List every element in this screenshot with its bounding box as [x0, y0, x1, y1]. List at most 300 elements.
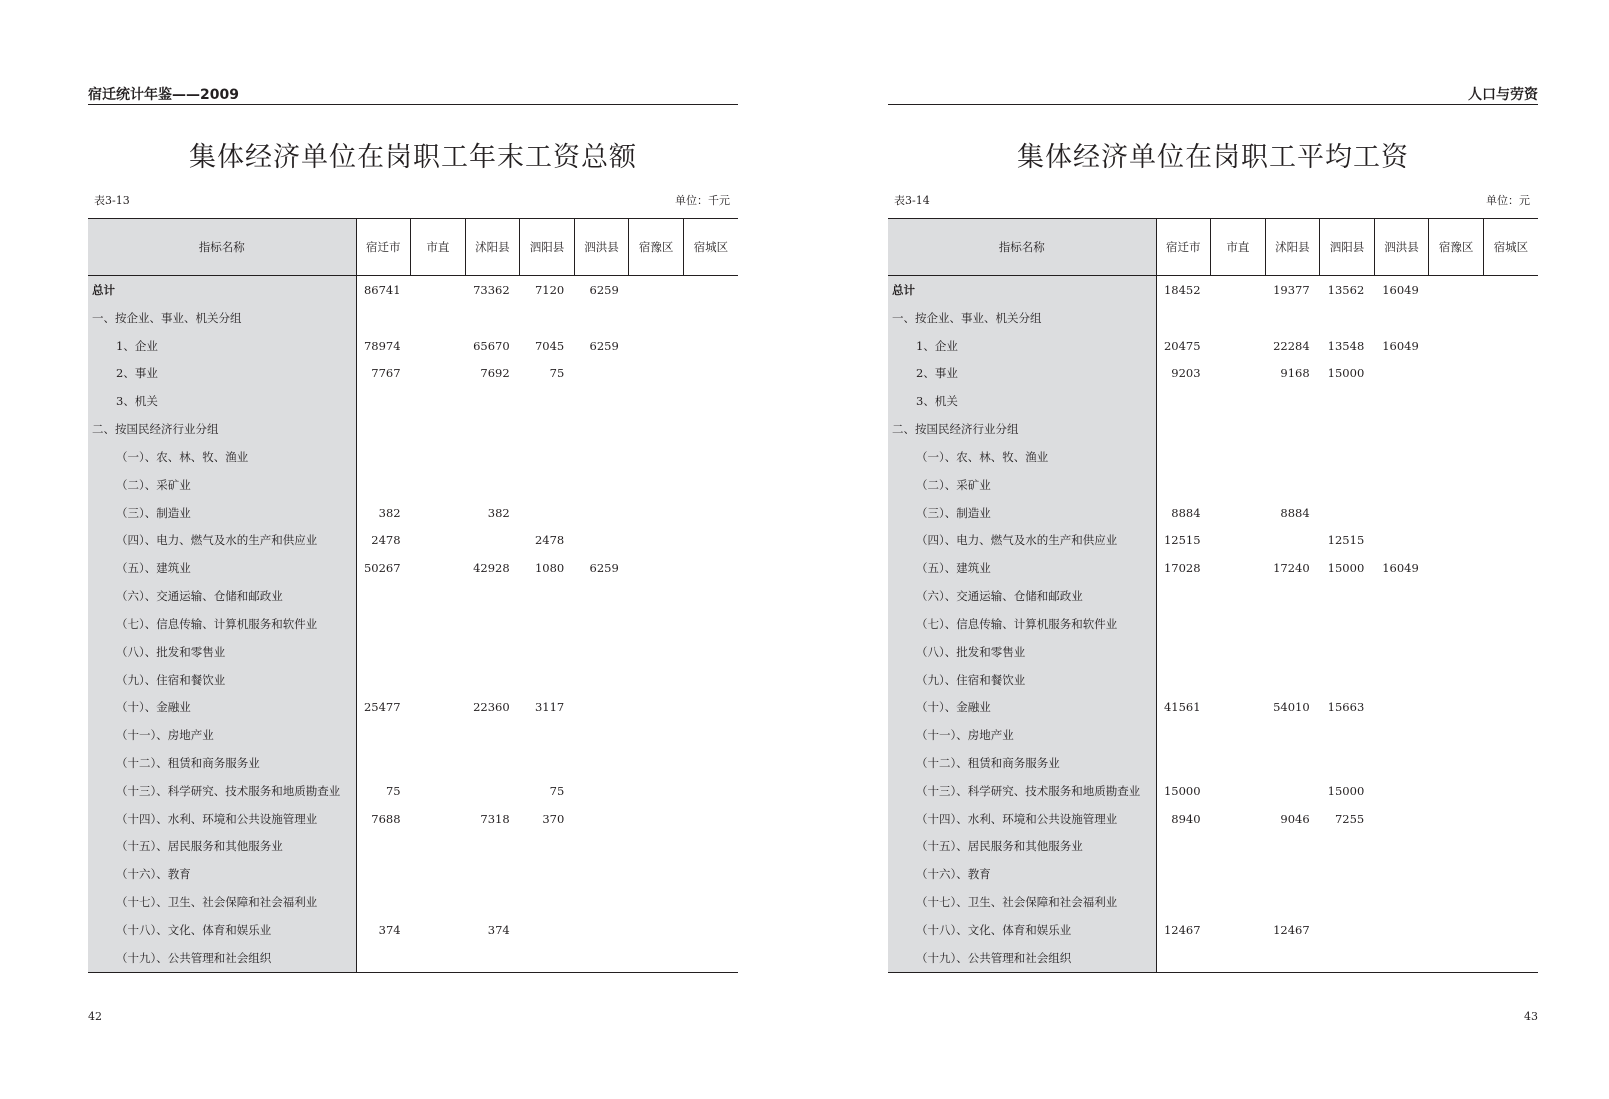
table-cell [683, 582, 738, 610]
table-cell [1483, 415, 1538, 443]
column-header: 泗洪县 [574, 219, 629, 276]
table-cell [1374, 443, 1429, 471]
table-cell [1320, 582, 1375, 610]
table-cell [1320, 944, 1375, 972]
table-row [88, 860, 738, 888]
header-row [88, 219, 738, 276]
table-cell [356, 304, 411, 332]
table-cell [1211, 610, 1266, 638]
table-cell [1483, 638, 1538, 666]
table-cell [356, 610, 411, 638]
table-cell: 9168 [1280, 366, 1310, 381]
table-cell [356, 387, 411, 415]
table-cell [1156, 610, 1211, 638]
row-label: 总计 [88, 276, 356, 304]
table-cell [629, 833, 684, 861]
table-cell [1483, 833, 1538, 861]
table-cell [1429, 471, 1484, 499]
column-header: 宿迁市 [356, 219, 411, 276]
table-cell [1483, 888, 1538, 916]
table-cell [1429, 749, 1484, 777]
table-cell [1211, 526, 1266, 554]
table-cell [1374, 721, 1429, 749]
table-cell [629, 693, 684, 721]
table-cell: 12515 [1163, 533, 1201, 548]
table-cell [683, 888, 738, 916]
table-cell [1320, 443, 1375, 471]
table-cell [629, 944, 684, 972]
row-label: （十三）、科学研究、技术服务和地质勘查业 [88, 777, 356, 805]
table-cell [683, 387, 738, 415]
table-row [88, 359, 738, 387]
table-cell [411, 833, 466, 861]
table-cell: 22360 [473, 700, 510, 715]
right-page [888, 0, 1538, 1099]
table-cell [411, 471, 466, 499]
table-cell [629, 499, 684, 527]
table-cell: 3117 [534, 700, 565, 715]
table-cell [1429, 499, 1484, 527]
column-header: 泗阳县 [1320, 219, 1375, 276]
table-row [888, 666, 1538, 694]
table-cell [629, 387, 684, 415]
table-cell [1320, 499, 1375, 527]
table-cell [411, 888, 466, 916]
table-row [88, 582, 738, 610]
table-meta [888, 193, 1538, 209]
table-cell [1156, 888, 1211, 916]
table-cell [1483, 721, 1538, 749]
table-cell [1429, 610, 1484, 638]
table-cell [1429, 415, 1484, 443]
table-code: 表3-14 [894, 194, 930, 207]
page-number: 43 [1524, 1010, 1538, 1023]
row-label: （十三）、科学研究、技术服务和地质勘查业 [888, 777, 1156, 805]
table-cell: 370 [542, 811, 565, 826]
column-header: 宿城区 [1483, 219, 1538, 276]
row-label: 1、企业 [88, 332, 356, 360]
table-cell [520, 916, 575, 944]
table-cell [574, 359, 629, 387]
table-cell [629, 749, 684, 777]
table-cell [629, 860, 684, 888]
table-cell [1374, 944, 1429, 972]
table-cell [629, 805, 684, 833]
row-label: （六）、交通运输、仓储和邮政业 [88, 582, 356, 610]
table-cell [1156, 721, 1211, 749]
table-cell: 9046 [1280, 811, 1310, 826]
table-row [888, 554, 1538, 582]
table-cell [683, 860, 738, 888]
column-header: 泗阳县 [520, 219, 575, 276]
table-cell: 18452 [1163, 282, 1201, 297]
table-cell [1211, 304, 1266, 332]
table-cell [1211, 554, 1266, 582]
table-cell [1211, 944, 1266, 972]
table-row [888, 499, 1538, 527]
table-row [88, 332, 738, 360]
table-cell: 7692 [480, 366, 510, 381]
table-cell [683, 638, 738, 666]
table-cell: 75 [385, 783, 401, 798]
table-cell [1483, 359, 1538, 387]
table-cell [1156, 415, 1211, 443]
table-cell [683, 944, 738, 972]
table-cell [1483, 499, 1538, 527]
table-cell [1429, 693, 1484, 721]
table-row [88, 638, 738, 666]
table-row [888, 582, 1538, 610]
table-row [88, 387, 738, 415]
table-cell: 374 [487, 922, 510, 937]
column-header: 市直 [1211, 219, 1266, 276]
table-cell [356, 471, 411, 499]
table-row [88, 554, 738, 582]
row-label: （十一）、房地产业 [888, 721, 1156, 749]
row-label: （十七）、卫生、社会保障和社会福利业 [888, 888, 1156, 916]
row-label: （四）、电力、燃气及水的生产和供应业 [888, 526, 1156, 554]
table-cell [1320, 860, 1375, 888]
table-cell [574, 304, 629, 332]
table-cell [1483, 777, 1538, 805]
table-cell [465, 749, 520, 777]
table-cell [1429, 359, 1484, 387]
table-cell: 382 [378, 505, 401, 520]
table-cell: 65670 [473, 338, 510, 353]
table-cell [520, 833, 575, 861]
table-cell [683, 749, 738, 777]
row-label: 1、企业 [888, 332, 1156, 360]
table-cell [520, 443, 575, 471]
row-label: 二、按国民经济行业分组 [888, 415, 1156, 443]
table-cell [1429, 554, 1484, 582]
table-cell [520, 499, 575, 527]
running-head: 人口与劳资 [888, 86, 1538, 105]
table-row [888, 833, 1538, 861]
table-cell: 12467 [1273, 922, 1310, 937]
table-cell [574, 499, 629, 527]
table-cell: 86741 [363, 282, 401, 297]
row-label: 2、事业 [88, 359, 356, 387]
table-cell [356, 582, 411, 610]
table-cell [411, 415, 466, 443]
table-cell [1211, 499, 1266, 527]
table-cell [1429, 276, 1484, 304]
table-cell [1374, 805, 1429, 833]
table-cell [1211, 582, 1266, 610]
table-row [888, 721, 1538, 749]
table-cell [1265, 415, 1320, 443]
table-cell [574, 833, 629, 861]
table-cell [1320, 749, 1375, 777]
table-cell [1211, 833, 1266, 861]
row-label: （四）、电力、燃气及水的生产和供应业 [88, 526, 356, 554]
table-cell [411, 332, 466, 360]
table-cell: 6259 [589, 282, 619, 297]
table-cell [1211, 276, 1266, 304]
table-cell [465, 471, 520, 499]
table-cell: 7767 [371, 366, 401, 381]
table-cell [574, 387, 629, 415]
table-cell [1374, 888, 1429, 916]
header-row [888, 219, 1538, 276]
table-cell [1374, 916, 1429, 944]
table-cell [1374, 582, 1429, 610]
table-cell: 7045 [534, 338, 565, 353]
table-row [88, 443, 738, 471]
table-cell [1483, 332, 1538, 360]
table-cell [629, 415, 684, 443]
table-cell [1265, 666, 1320, 694]
table-cell: 2478 [371, 533, 401, 548]
table-unit: 单位：千元 [675, 194, 730, 207]
row-label: 2、事业 [888, 359, 1156, 387]
table-cell [1483, 805, 1538, 833]
table-row [88, 944, 738, 972]
table-cell: 54010 [1273, 700, 1310, 715]
table-cell [1483, 916, 1538, 944]
table-cell [520, 749, 575, 777]
table-cell [1156, 833, 1211, 861]
table-cell [465, 304, 520, 332]
table-cell [1211, 666, 1266, 694]
table-cell [574, 888, 629, 916]
table-cell: 50267 [363, 561, 401, 576]
row-label: （五）、建筑业 [888, 554, 1156, 582]
row-label: （九）、住宿和餐饮业 [88, 666, 356, 694]
table-cell [1374, 777, 1429, 805]
row-label: （五）、建筑业 [88, 554, 356, 582]
table-cell [574, 944, 629, 972]
table-row [88, 276, 738, 304]
table-cell [1429, 833, 1484, 861]
column-header: 指标名称 [88, 219, 356, 276]
row-label: （十六）、教育 [888, 860, 1156, 888]
table-cell [683, 443, 738, 471]
table-cell [1265, 471, 1320, 499]
table-cell [1211, 638, 1266, 666]
table-row [88, 610, 738, 638]
table-cell [1211, 415, 1266, 443]
table-cell: 75 [549, 366, 565, 381]
table-cell [520, 721, 575, 749]
table-row [88, 693, 738, 721]
table-cell [683, 916, 738, 944]
table-cell [520, 582, 575, 610]
table-cell: 382 [487, 505, 510, 520]
page-number: 42 [88, 1010, 102, 1023]
table-cell: 15000 [1163, 783, 1201, 798]
column-header: 宿城区 [683, 219, 738, 276]
table-cell [1320, 721, 1375, 749]
column-header: 宿迁市 [1156, 219, 1211, 276]
table-cell [520, 415, 575, 443]
table-cell [1211, 332, 1266, 360]
table-cell [1429, 526, 1484, 554]
table-cell [356, 415, 411, 443]
table-cell [1156, 666, 1211, 694]
table-cell [683, 666, 738, 694]
table-cell [683, 415, 738, 443]
table-cell [629, 610, 684, 638]
table-cell [411, 582, 466, 610]
row-label: （一）、农、林、牧、渔业 [888, 443, 1156, 471]
row-label: （八）、批发和零售业 [888, 638, 1156, 666]
table-cell [356, 833, 411, 861]
table-cell [1483, 276, 1538, 304]
table-cell: 7120 [534, 282, 565, 297]
table-cell [356, 443, 411, 471]
table-cell [411, 666, 466, 694]
table-cell [683, 499, 738, 527]
table-cell: 13562 [1327, 282, 1365, 297]
table-cell [683, 554, 738, 582]
table-cell [1483, 610, 1538, 638]
table-cell: 78974 [363, 338, 401, 353]
table-cell: 2478 [534, 533, 565, 548]
table-row [888, 276, 1538, 304]
table-cell [1429, 582, 1484, 610]
table-row [888, 749, 1538, 777]
row-label: （二）、采矿业 [888, 471, 1156, 499]
table-cell [1483, 443, 1538, 471]
row-label: 总计 [888, 276, 1156, 304]
row-label: （十七）、卫生、社会保障和社会福利业 [88, 888, 356, 916]
table-cell [465, 415, 520, 443]
table-cell [683, 610, 738, 638]
table-cell [1211, 387, 1266, 415]
table-cell [411, 749, 466, 777]
table-cell [629, 332, 684, 360]
table-cell [1265, 833, 1320, 861]
table-cell [1156, 387, 1211, 415]
table-cell [465, 638, 520, 666]
table-cell [411, 638, 466, 666]
data-table [888, 218, 1538, 973]
table-cell [1483, 944, 1538, 972]
table-cell [1374, 415, 1429, 443]
table-cell: 374 [378, 922, 401, 937]
table-cell [1429, 638, 1484, 666]
table-cell [574, 443, 629, 471]
table-cell [683, 276, 738, 304]
table-cell [574, 415, 629, 443]
table-cell [520, 888, 575, 916]
table-meta [88, 193, 738, 209]
table-cell [629, 276, 684, 304]
table-row [88, 666, 738, 694]
table-cell [1265, 777, 1320, 805]
table-row [888, 443, 1538, 471]
table-cell: 7318 [480, 811, 510, 826]
table-cell: 17240 [1273, 561, 1310, 576]
table-row [888, 387, 1538, 415]
table-row [88, 415, 738, 443]
table-cell [574, 610, 629, 638]
table-row [888, 359, 1538, 387]
table-cell [629, 777, 684, 805]
row-label: （十一）、房地产业 [88, 721, 356, 749]
table-cell: 9203 [1171, 366, 1201, 381]
table-cell [1211, 721, 1266, 749]
table-cell [520, 304, 575, 332]
table-cell [683, 833, 738, 861]
table-cell [1429, 443, 1484, 471]
table-cell [629, 916, 684, 944]
table-cell [1265, 749, 1320, 777]
row-label: （十五）、居民服务和其他服务业 [88, 833, 356, 861]
table-cell [1374, 304, 1429, 332]
table-unit: 单位：元 [1486, 194, 1530, 207]
table-row [88, 721, 738, 749]
row-label: 一、按企业、事业、机关分组 [88, 304, 356, 332]
table-cell [411, 944, 466, 972]
row-label: （八）、批发和零售业 [88, 638, 356, 666]
table-row [888, 526, 1538, 554]
row-label: （七）、信息传输、计算机服务和软件业 [888, 610, 1156, 638]
table-cell [1320, 415, 1375, 443]
table-cell [520, 387, 575, 415]
table-cell [356, 888, 411, 916]
column-header: 宿豫区 [1429, 219, 1484, 276]
column-header: 泗洪县 [1374, 219, 1429, 276]
row-label: （十八）、文化、体育和娱乐业 [888, 916, 1156, 944]
table-cell [465, 387, 520, 415]
table-cell [465, 777, 520, 805]
column-header: 沭阳县 [1265, 219, 1320, 276]
table-cell [1374, 693, 1429, 721]
table-cell [1265, 944, 1320, 972]
table-cell [411, 359, 466, 387]
column-header: 指标名称 [888, 219, 1156, 276]
table-cell [465, 833, 520, 861]
table-cell [1211, 916, 1266, 944]
table-cell: 15000 [1327, 783, 1365, 798]
row-label: （七）、信息传输、计算机服务和软件业 [88, 610, 356, 638]
table-cell [1483, 693, 1538, 721]
table-title: 集体经济单位在岗职工平均工资 [1017, 142, 1409, 173]
table-cell [1320, 304, 1375, 332]
table-row [888, 304, 1538, 332]
table-row [888, 916, 1538, 944]
table-cell [465, 526, 520, 554]
table-cell [1211, 888, 1266, 916]
table-cell [1483, 666, 1538, 694]
row-label: （十二）、租赁和商务服务业 [888, 749, 1156, 777]
table-row [888, 638, 1538, 666]
table-cell [1265, 526, 1320, 554]
table-row [88, 749, 738, 777]
table-cell [1156, 944, 1211, 972]
table-cell [1265, 582, 1320, 610]
table-cell: 73362 [473, 282, 510, 297]
table-cell [1320, 471, 1375, 499]
table-cell [629, 526, 684, 554]
row-label: （十四）、水利、环境和公共设施管理业 [888, 805, 1156, 833]
row-label: （十）、金融业 [88, 693, 356, 721]
table-cell [1429, 888, 1484, 916]
table-cell [1374, 638, 1429, 666]
table-cell: 17028 [1163, 561, 1201, 576]
table-cell [1320, 916, 1375, 944]
table-cell [356, 860, 411, 888]
table-cell [574, 471, 629, 499]
table-cell [574, 916, 629, 944]
table-cell [1483, 304, 1538, 332]
table-cell [1211, 749, 1266, 777]
table-cell [1265, 610, 1320, 638]
table-cell [574, 805, 629, 833]
